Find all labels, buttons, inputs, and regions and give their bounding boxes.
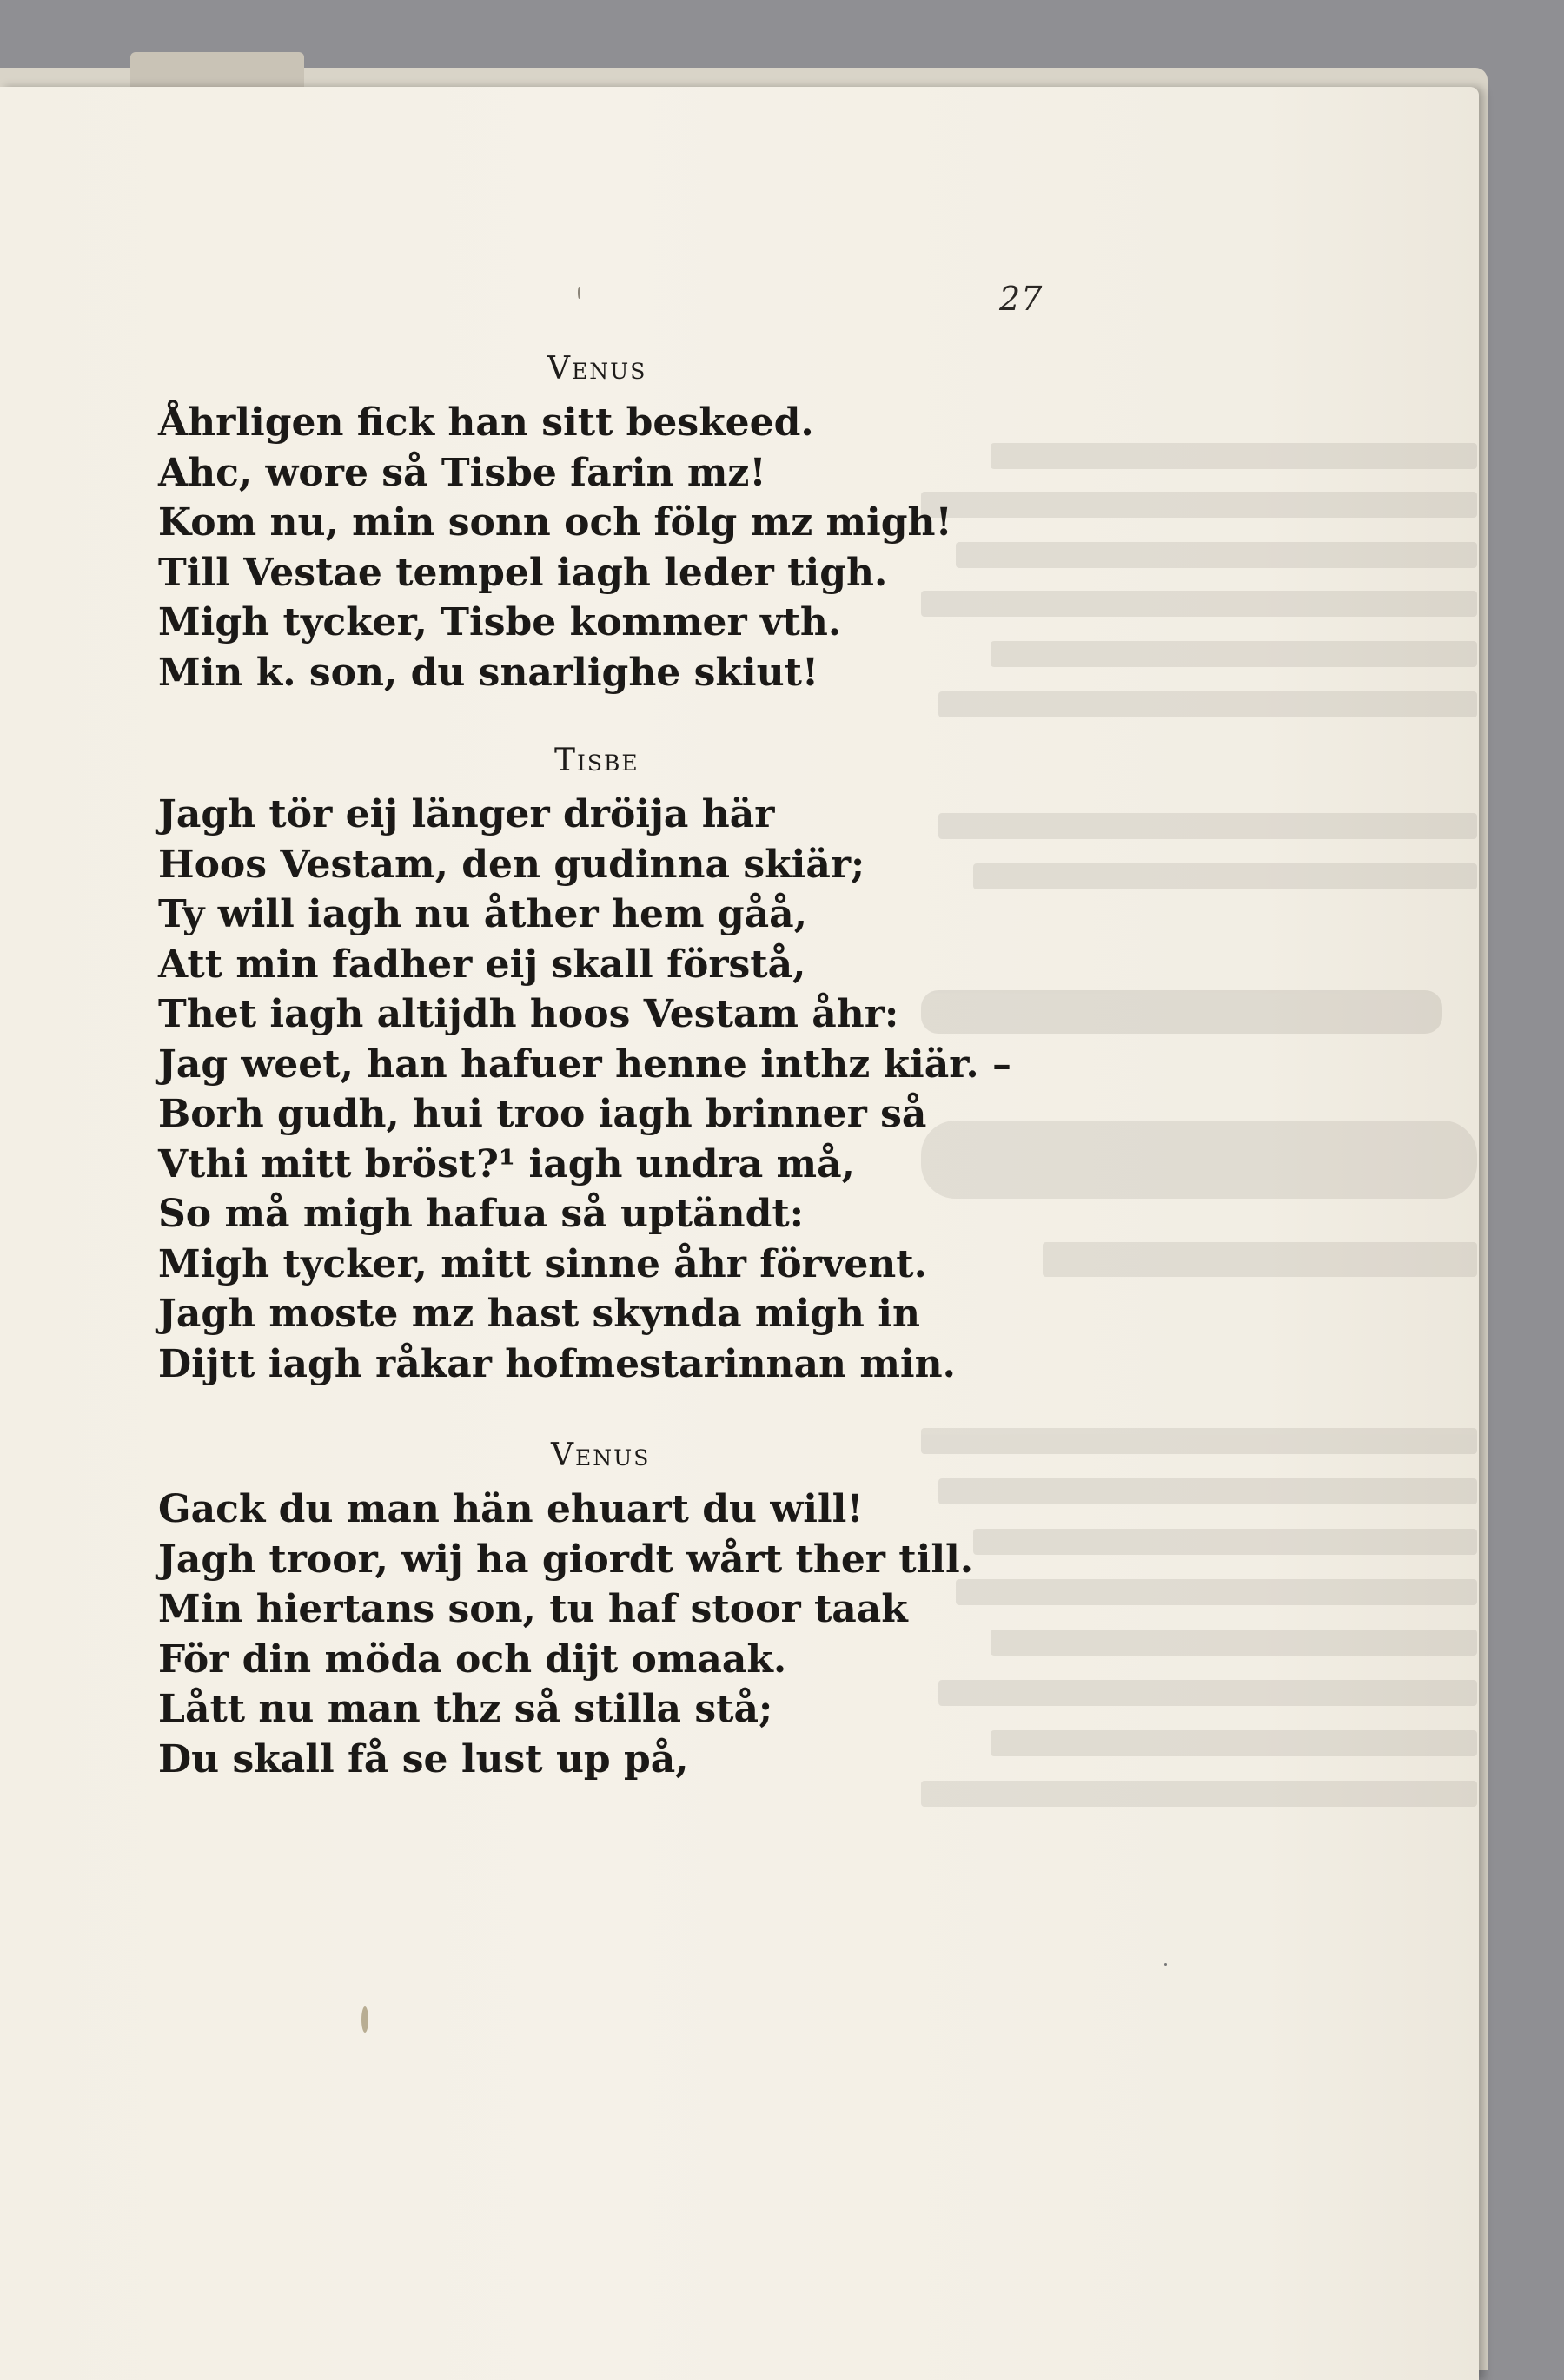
verse-line: Du skall få se lust up på, bbox=[158, 1736, 689, 1782]
verse-line: Ty will iagh nu åther hem gåå, bbox=[158, 892, 808, 936]
page-number: 27 bbox=[999, 280, 1044, 318]
verse-line: Att min fadher eij skall förstå, bbox=[158, 942, 806, 987]
verse-line: Min hiertans son, tu haf stoor taak bbox=[158, 1587, 908, 1631]
verse-line: Migh tycker, Tisbe kommer vth. bbox=[158, 600, 842, 645]
verse-line: Hoos Vestam, den gudinna skiär; bbox=[158, 842, 865, 887]
verse-line: Dijtt iagh råkar hofmestarinnan min. bbox=[158, 1341, 956, 1386]
verse-line: Jagh moste mz hast skynda migh in bbox=[158, 1292, 920, 1336]
verse-line: Min k. son, du snarlighe skiut! bbox=[158, 650, 819, 695]
stanza-venus-1 bbox=[158, 398, 1114, 697]
speaker-heading-venus: Venus bbox=[547, 351, 647, 387]
verse-line: För din möda och dijt omaak. bbox=[158, 1636, 787, 1682]
verse-line: Gack du man hän ehuart du will! bbox=[158, 1487, 864, 1531]
verse-line: Migh tycker, mitt sinne åhr förvent. bbox=[158, 1241, 927, 1286]
verse-line: Jagh troor, wij ha giordt wårt ther till. bbox=[158, 1537, 974, 1582]
verse-line: Ahc, wore så Tisbe farin mz! bbox=[158, 450, 766, 495]
verse-line: Kom nu, min sonn och fölg mz migh! bbox=[158, 500, 952, 545]
verse-line: Till Vestae tempel iagh leder tigh. bbox=[158, 550, 888, 595]
verse-text bbox=[158, 347, 1114, 1784]
paper-mark bbox=[578, 287, 580, 299]
paper-speck bbox=[1164, 1963, 1167, 1966]
verse-line: Jagh tör eij länger dröija här bbox=[158, 792, 775, 836]
speaker-heading-tisbe: Tisbe bbox=[554, 743, 640, 778]
verse-line: Thet iagh altijdh hoos Vestam åhr: bbox=[158, 992, 899, 1036]
verse-line: Åhrligen fick han sitt beskeed. bbox=[158, 400, 814, 445]
verse-line: Vthi mitt bröst?¹ iagh undra må, bbox=[158, 1141, 855, 1187]
verse-line: Lått nu man thz så stilla stå; bbox=[158, 1687, 773, 1731]
verse-line: Jag weet, han hafuer henne inthz kiär. – bbox=[158, 1041, 1012, 1087]
binding-tab bbox=[130, 52, 304, 87]
verse-line: So må migh hafua så uptändt: bbox=[158, 1192, 804, 1236]
stanza-tisbe bbox=[158, 790, 1114, 1389]
paper-stain bbox=[361, 2006, 368, 2033]
speaker-heading-venus-2: Venus bbox=[551, 1438, 651, 1473]
verse-line: Borh gudh, hui troo iagh brinner så bbox=[158, 1092, 927, 1136]
stanza-venus-2 bbox=[158, 1484, 1114, 1784]
